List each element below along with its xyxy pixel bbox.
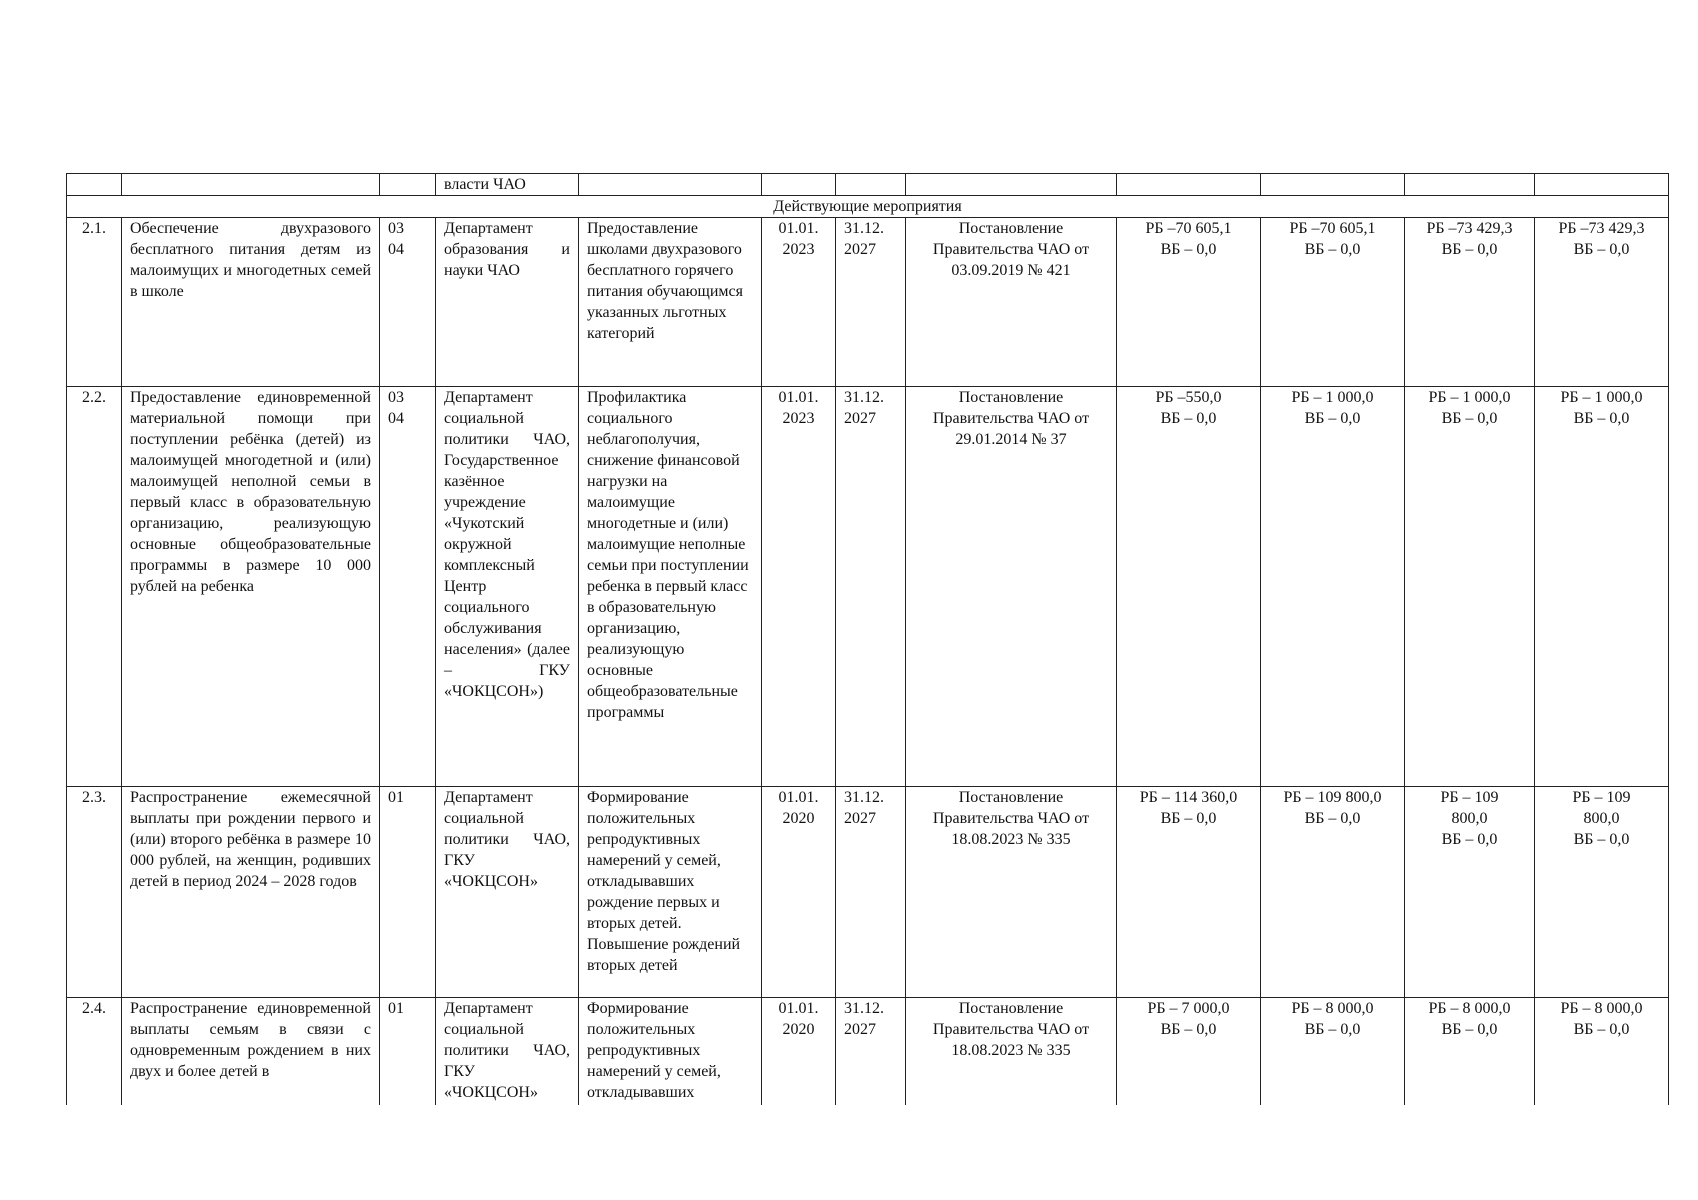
page-bottom-margin — [0, 1105, 1698, 1200]
funding-year-3: РБ – 8 000,0 ВБ – 0,0 — [1405, 998, 1535, 1108]
funding-year-1: РБ –70 605,1 ВБ – 0,0 — [1117, 218, 1261, 387]
code-cell: 01 — [380, 998, 436, 1108]
end-date: 31.12. 2027 — [836, 218, 906, 387]
table-row — [67, 998, 1669, 1108]
basis-cell: Постановление Правительства ЧАО от 18.08.2023 № 335 — [906, 998, 1117, 1108]
funding-year-4: РБ –73 429,3 ВБ – 0,0 — [1535, 218, 1669, 387]
funding-year-4: РБ – 109 800,0 ВБ – 0,0 — [1535, 787, 1669, 998]
row-number: 2.2. — [67, 387, 122, 787]
executor-cell: Департамент социальной политики ЧАО, ГКУ «ЧОКЦСОН» — [436, 787, 579, 998]
executor-cell: Департамент социальной политики ЧАО, Государственное казённое учреждение «Чукотский окружной комплексный Центр социального обслуживания населения» (далее – ГКУ «ЧОКЦСОН») — [436, 387, 579, 787]
funding-year-2: РБ – 109 800,0 ВБ – 0,0 — [1261, 787, 1405, 998]
funding-year-3: РБ –73 429,3 ВБ – 0,0 — [1405, 218, 1535, 387]
code-cell: 03 04 — [380, 387, 436, 787]
executor-cell: власти ЧАО — [436, 174, 579, 196]
section-title: Действующие мероприятия — [67, 196, 1669, 218]
funding-year-1: РБ –550,0 ВБ – 0,0 — [1117, 387, 1261, 787]
start-date: 01.01. 2020 — [762, 998, 836, 1108]
funding-year-4: РБ – 1 000,0 ВБ – 0,0 — [1535, 387, 1669, 787]
row-number: 2.4. — [67, 998, 122, 1108]
funding-year-3: РБ – 109 800,0 ВБ – 0,0 — [1405, 787, 1535, 998]
end-date: 31.12. 2027 — [836, 998, 906, 1108]
basis-cell: Постановление Правительства ЧАО от 18.08.2023 № 335 — [906, 787, 1117, 998]
result-cell: Профилактика социального неблагополучия, снижение финансовой нагрузки на малоимущие многодетные и (или) малоимущие неполные семьи при поступлении ребенка в первый класс в образовательную организацию, реализующую основные общеобразовательные программы — [579, 387, 762, 787]
result-cell: Формирование положительных репродуктивных намерений у семей, откладывавших — [579, 998, 762, 1108]
result-cell: Предоставление школами двухразового бесплатного горячего питания обучающимся указанных льготных категорий — [579, 218, 762, 387]
funding-year-1: РБ – 114 360,0 ВБ – 0,0 — [1117, 787, 1261, 998]
measure-name: Распространение единовременной выплаты семьям в связи с одновременным рождением в них двух и более детей в — [122, 998, 380, 1108]
funding-year-4: РБ – 8 000,0 ВБ – 0,0 — [1535, 998, 1669, 1108]
start-date: 01.01. 2023 — [762, 218, 836, 387]
funding-year-2: РБ –70 605,1 ВБ – 0,0 — [1261, 218, 1405, 387]
table-row — [67, 787, 1669, 998]
funding-year-2: РБ – 8 000,0 ВБ – 0,0 — [1261, 998, 1405, 1108]
code-cell: 01 — [380, 787, 436, 998]
executor-cell: Департамент образования и науки ЧАО — [436, 218, 579, 387]
measures-table — [66, 173, 1669, 1108]
result-cell: Формирование положительных репродуктивных намерений у семей, откладывавших рождение первых и вторых детей. Повышение рождений вторых детей — [579, 787, 762, 998]
code-cell: 03 04 — [380, 218, 436, 387]
end-date: 31.12. 2027 — [836, 387, 906, 787]
section-header-row — [67, 196, 1669, 218]
start-date: 01.01. 2020 — [762, 787, 836, 998]
funding-year-2: РБ – 1 000,0 ВБ – 0,0 — [1261, 387, 1405, 787]
start-date: 01.01. 2023 — [762, 387, 836, 787]
end-date: 31.12. 2027 — [836, 787, 906, 998]
executor-cell: Департамент социальной политики ЧАО, ГКУ «ЧОКЦСОН» — [436, 998, 579, 1108]
measure-name: Обеспечение двухразового бесплатного питания детям из малоимущих и многодетных семей в школе — [122, 218, 380, 387]
funding-year-3: РБ – 1 000,0 ВБ – 0,0 — [1405, 387, 1535, 787]
table-row — [67, 218, 1669, 387]
funding-year-1: РБ – 7 000,0 ВБ – 0,0 — [1117, 998, 1261, 1108]
basis-cell: Постановление Правительства ЧАО от 29.01.2014 № 37 — [906, 387, 1117, 787]
row-number: 2.1. — [67, 218, 122, 387]
table-row — [67, 174, 1669, 196]
row-number: 2.3. — [67, 787, 122, 998]
table-row — [67, 387, 1669, 787]
basis-cell: Постановление Правительства ЧАО от 03.09.2019 № 421 — [906, 218, 1117, 387]
measure-name: Распространение ежемесячной выплаты при рождении первого и (или) второго ребёнка в размере 10 000 рублей, на женщин, родивших детей в период 2024 – 2028 годов — [122, 787, 380, 998]
measure-name: Предоставление единовременной материальной помощи при поступлении ребёнка (детей) из малоимущей многодетной и (или) малоимущей неполной семьи в первый класс в образовательную организацию, реализующую основные общеобразовательные программы в размере 10 000 рублей на ребенка — [122, 387, 380, 787]
